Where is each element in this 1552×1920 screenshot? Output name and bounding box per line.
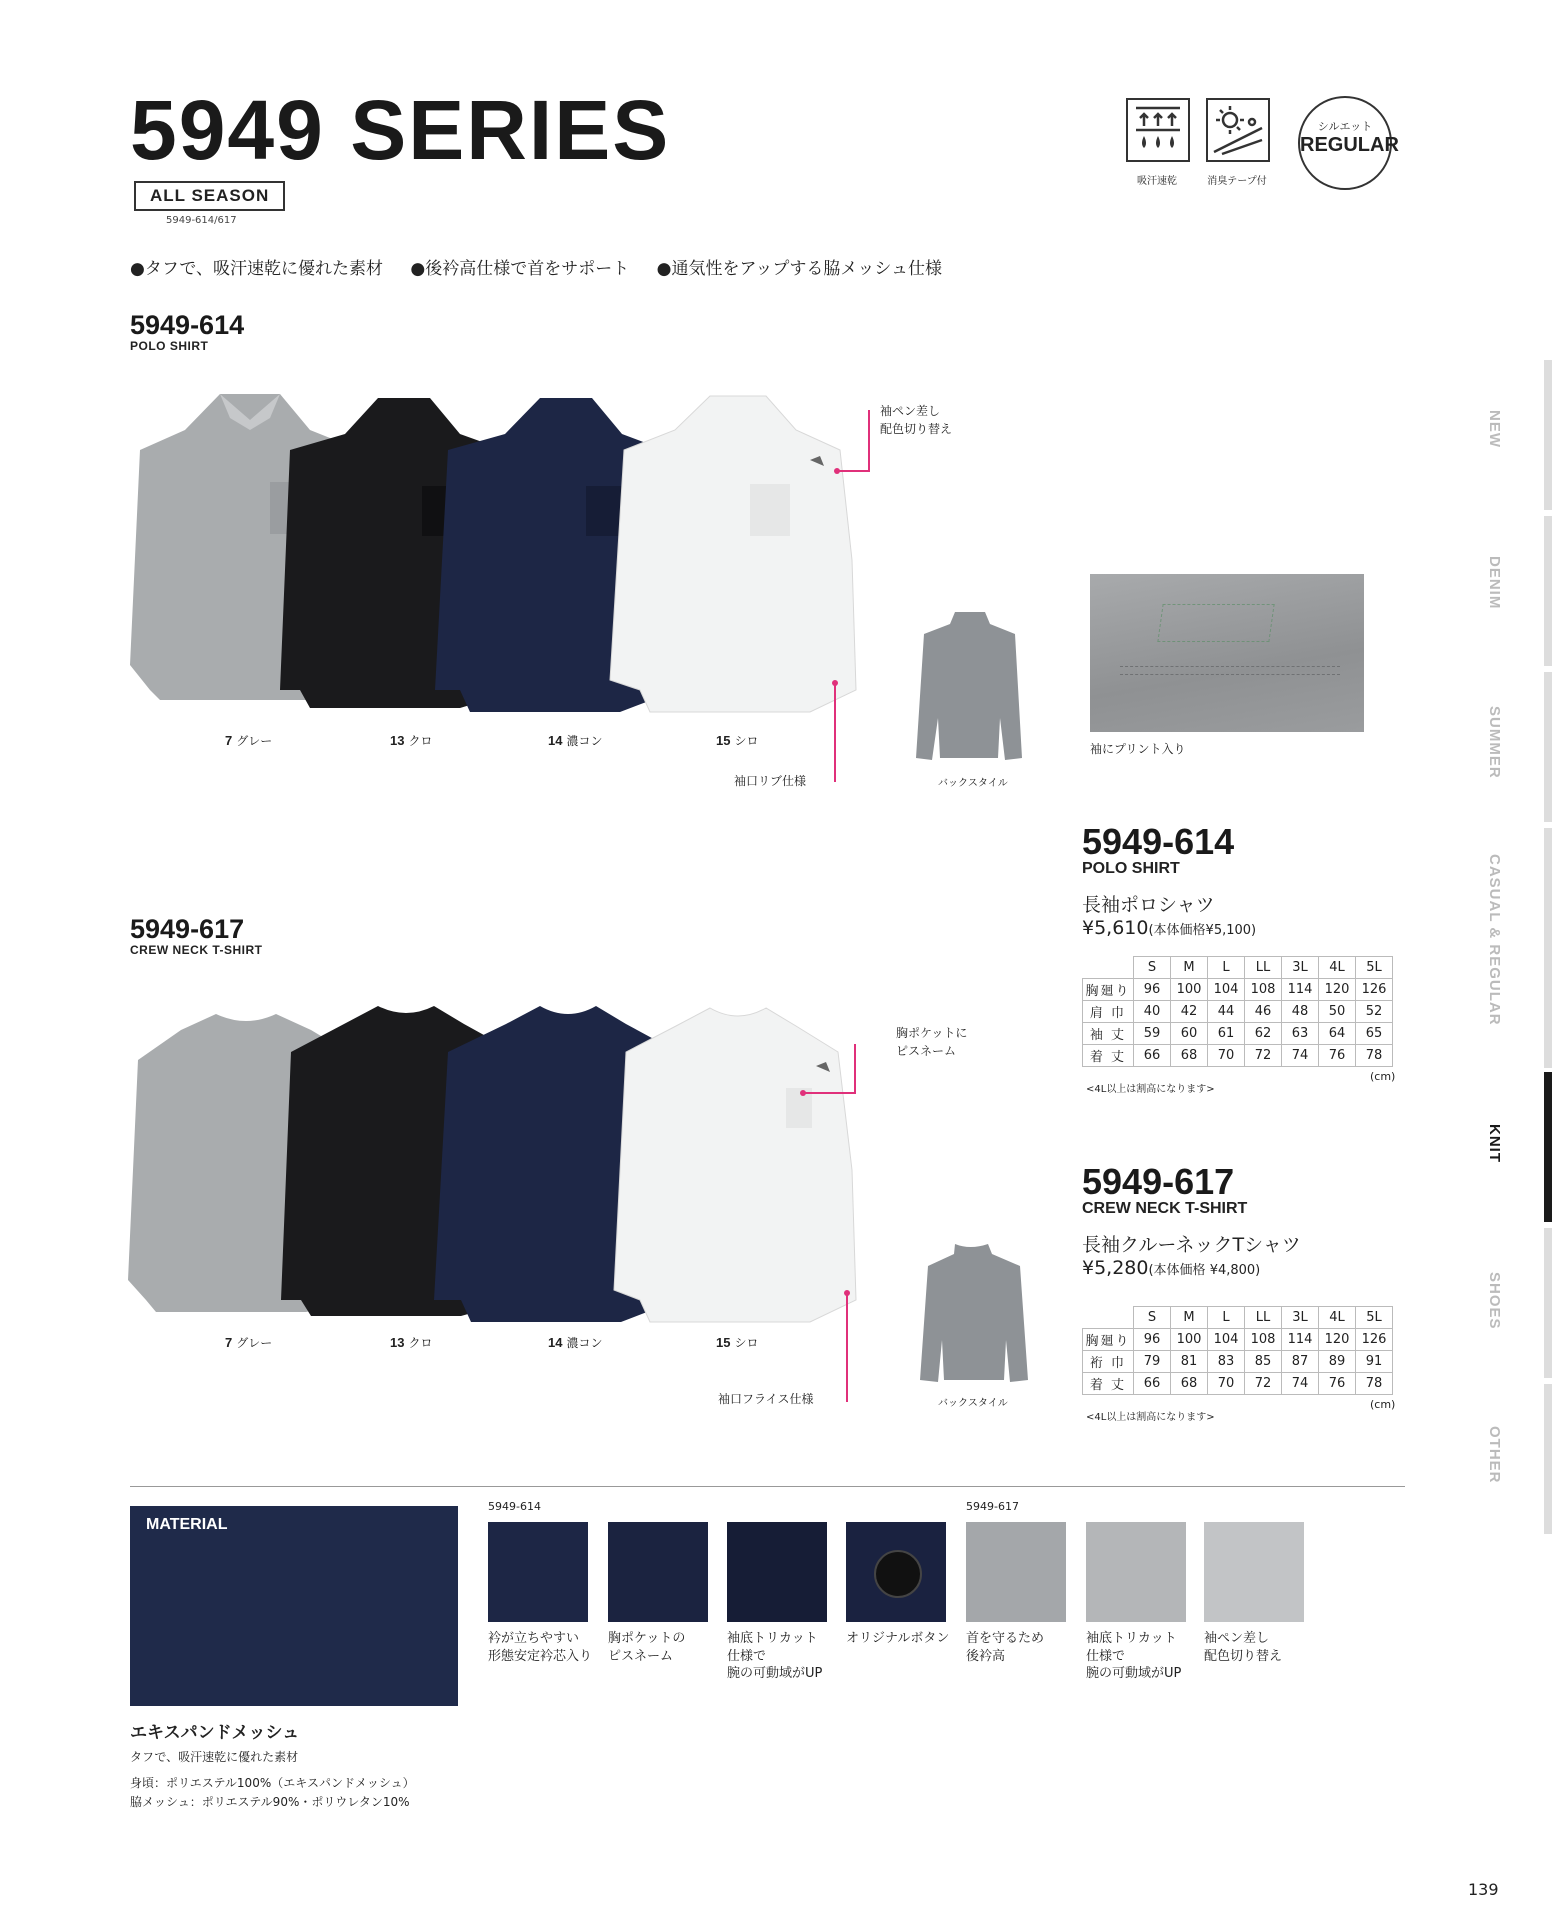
series-title: 5949 SERIES [130, 83, 671, 177]
table-row: 肩 巾 40 42 44 46 48 50 52 [1083, 1001, 1393, 1023]
detail-caption: 衿が立ちやすい 形態安定衿芯入り [488, 1631, 593, 1664]
polo-size-table: S M L LL 3L 4L 5L 胸廻り 96 100 104 108 114 120 126 肩 巾 40 42 44 46 48 50 52 袖 丈 59 60 61 62 63 64 65 着 丈 66 68 70 72 74 76 78 [1082, 956, 1393, 1067]
tab-bar-other[interactable] [1544, 1384, 1552, 1534]
sleeve-print-image [1090, 574, 1364, 732]
material-swatch [130, 1506, 458, 1706]
detail-group-617: 5949-617 [966, 1500, 1019, 1513]
tee-shirts-image [126, 1000, 886, 1330]
table-row: 胸廻り 96 100 104 108 114 120 126 [1083, 1329, 1393, 1351]
tee-color-label: 7 グレー [225, 1335, 273, 1350]
detail-button-image [846, 1522, 946, 1622]
spec-tee-price: ¥5,280(本体価格 ¥4,800) [1082, 1257, 1261, 1279]
material-composition: 身頃：ポリエステル100%（エキスパンドメッシュ） 脇メッシュ：ポリエステル90%・ポリウレタン10% [130, 1776, 415, 1810]
detail-pocket-image [608, 1522, 708, 1622]
polo-shirts-image [130, 390, 880, 720]
detail-underarm-image [727, 1522, 827, 1622]
tab-shoes[interactable]: SHOES [1486, 1272, 1503, 1330]
spec-polo-code: 5949-614 [1082, 821, 1235, 862]
material-label: MATERIAL [146, 1516, 228, 1533]
sweat-dry-caption: 吸汗速乾 [1137, 176, 1177, 187]
tee-heading [130, 916, 263, 957]
material-name: エキスパンドメッシュ [130, 1723, 300, 1743]
tee-back-image [910, 1240, 1040, 1390]
detail-caption: オリジナルボタン [846, 1631, 950, 1646]
feature-item: ●タフで、吸汗速乾に優れた素材 [130, 259, 384, 279]
spec-tee-name: 長袖クルーネックTシャツ [1082, 1234, 1301, 1256]
spec-polo-name: 長袖ポロシャツ [1082, 894, 1215, 916]
detail-underarm-tee-image [1086, 1522, 1186, 1622]
tee-code: 5949-617 [130, 914, 245, 944]
detail-collar-image [488, 1522, 588, 1622]
polo-type: POLO SHIRT [130, 339, 209, 353]
polo-color-label: 14 濃コン [548, 733, 603, 748]
tee-size-note: <4L以上は割高になります> [1086, 1412, 1215, 1423]
sleeve-print-caption: 袖にプリント入り [1090, 742, 1186, 756]
tee-size-table: S M L LL 3L 4L 5L 胸廻り 96 100 104 108 114 120 126 裄 巾 79 81 83 85 87 89 91 着 丈 66 68 70 72 74 76 78 [1082, 1306, 1393, 1395]
section-divider [130, 1486, 1405, 1487]
detail-caption: 袖底トリカット 仕様で 腕の可動域がUP [727, 1631, 823, 1682]
polo-heading [130, 312, 244, 353]
tee-size-unit: (cm) [1370, 1398, 1396, 1411]
silhouette-value: REGULAR [1300, 134, 1399, 156]
tab-bar-new[interactable] [1544, 360, 1552, 510]
table-row: 裄 巾 79 81 83 85 87 89 91 [1083, 1351, 1393, 1373]
deodorant-caption: 消臭テープ付 [1207, 176, 1267, 187]
silhouette-badge [1298, 96, 1399, 190]
detail-caption: 袖ペン差し 配色切り替え [1204, 1631, 1283, 1664]
polo-cuff-callout: 袖口リブ仕様 [734, 774, 807, 788]
tee-color-label: 15 シロ [716, 1335, 759, 1350]
spec-tee-type: CREW NECK T-SHIRT [1082, 1200, 1248, 1217]
tee-pocket-callout: 胸ポケットに ピスネーム [896, 1026, 968, 1058]
sweat-dry-icon [1126, 98, 1190, 162]
tee-cuff-callout: 袖口フライス仕様 [718, 1392, 814, 1406]
table-row: 着 丈 66 68 70 72 74 76 78 [1083, 1045, 1393, 1067]
silhouette-label: シルエット [1317, 120, 1373, 133]
spec-polo [1082, 821, 1257, 939]
tab-bar-knit[interactable] [1544, 1072, 1552, 1222]
table-row: 袖 丈 59 60 61 62 63 64 65 [1083, 1023, 1393, 1045]
detail-caption: 首を守るため 後衿高 [966, 1631, 1045, 1664]
tab-bar-casual[interactable] [1544, 828, 1552, 1068]
detail-group-614: 5949-614 [488, 1500, 541, 1513]
detail-neck-image [966, 1522, 1066, 1622]
tee-white [614, 1008, 856, 1322]
polo-back-caption: バックスタイル [938, 778, 1008, 789]
material-desc: タフで、吸汗速乾に優れた素材 [130, 1750, 299, 1764]
tee-color-label: 14 濃コン [548, 1335, 603, 1350]
deodorant-tape-icon [1206, 98, 1270, 162]
feature-list [130, 254, 964, 279]
detail-caption: 袖底トリカット 仕様で 腕の可動域がUP [1086, 1631, 1182, 1682]
spec-tee [1082, 1161, 1301, 1279]
polo-size-note: <4L以上は割高になります> [1086, 1084, 1215, 1095]
detail-caption: 胸ポケットの ピスネーム [608, 1631, 686, 1664]
tab-summer[interactable]: SUMMER [1486, 706, 1503, 779]
polo-size-unit: (cm) [1370, 1070, 1396, 1083]
feature-item: ●通気性をアップする脇メッシュ仕様 [656, 259, 942, 279]
tab-other[interactable]: OTHER [1486, 1426, 1503, 1484]
table-row: 胸廻り 96 100 104 108 114 120 126 [1083, 979, 1393, 1001]
tee-back-caption: バックスタイル [938, 1398, 1008, 1409]
polo-color-label: 7 グレー [225, 733, 273, 748]
page-number: 139 [1468, 1880, 1499, 1899]
detail-pen-pocket-image [1204, 1522, 1304, 1622]
tab-denim[interactable]: DENIM [1486, 556, 1503, 610]
polo-color-label: 13 クロ [390, 733, 433, 748]
tab-bar-shoes[interactable] [1544, 1228, 1552, 1378]
tab-casual-regular[interactable]: CASUAL & REGULAR [1486, 854, 1503, 1026]
tab-bar-denim[interactable] [1544, 516, 1552, 666]
spec-polo-type: POLO SHIRT [1082, 860, 1180, 877]
tab-knit[interactable]: KNIT [1486, 1124, 1503, 1163]
table-row: 着 丈 66 68 70 72 74 76 78 [1083, 1373, 1393, 1395]
polo-white [610, 396, 856, 712]
polo-code: 5949-614 [130, 310, 245, 340]
spec-polo-price: ¥5,610(本体価格¥5,100) [1082, 917, 1257, 939]
spec-tee-code: 5949-617 [1082, 1161, 1235, 1202]
polo-sleeve-pen-callout: 袖ペン差し 配色切り替え [880, 404, 953, 436]
season-models: 5949-614/617 [166, 215, 237, 226]
polo-back-image [910, 608, 1030, 768]
polo-color-label: 15 シロ [716, 733, 759, 748]
feature-item: ●後衿高仕様で首をサポート [410, 259, 630, 279]
tab-new[interactable]: NEW [1486, 410, 1503, 448]
tab-bar-summer[interactable] [1544, 672, 1552, 822]
tee-color-label: 13 クロ [390, 1335, 433, 1350]
season-badge: ALL SEASON [134, 181, 285, 211]
tee-type: CREW NECK T-SHIRT [130, 943, 263, 957]
